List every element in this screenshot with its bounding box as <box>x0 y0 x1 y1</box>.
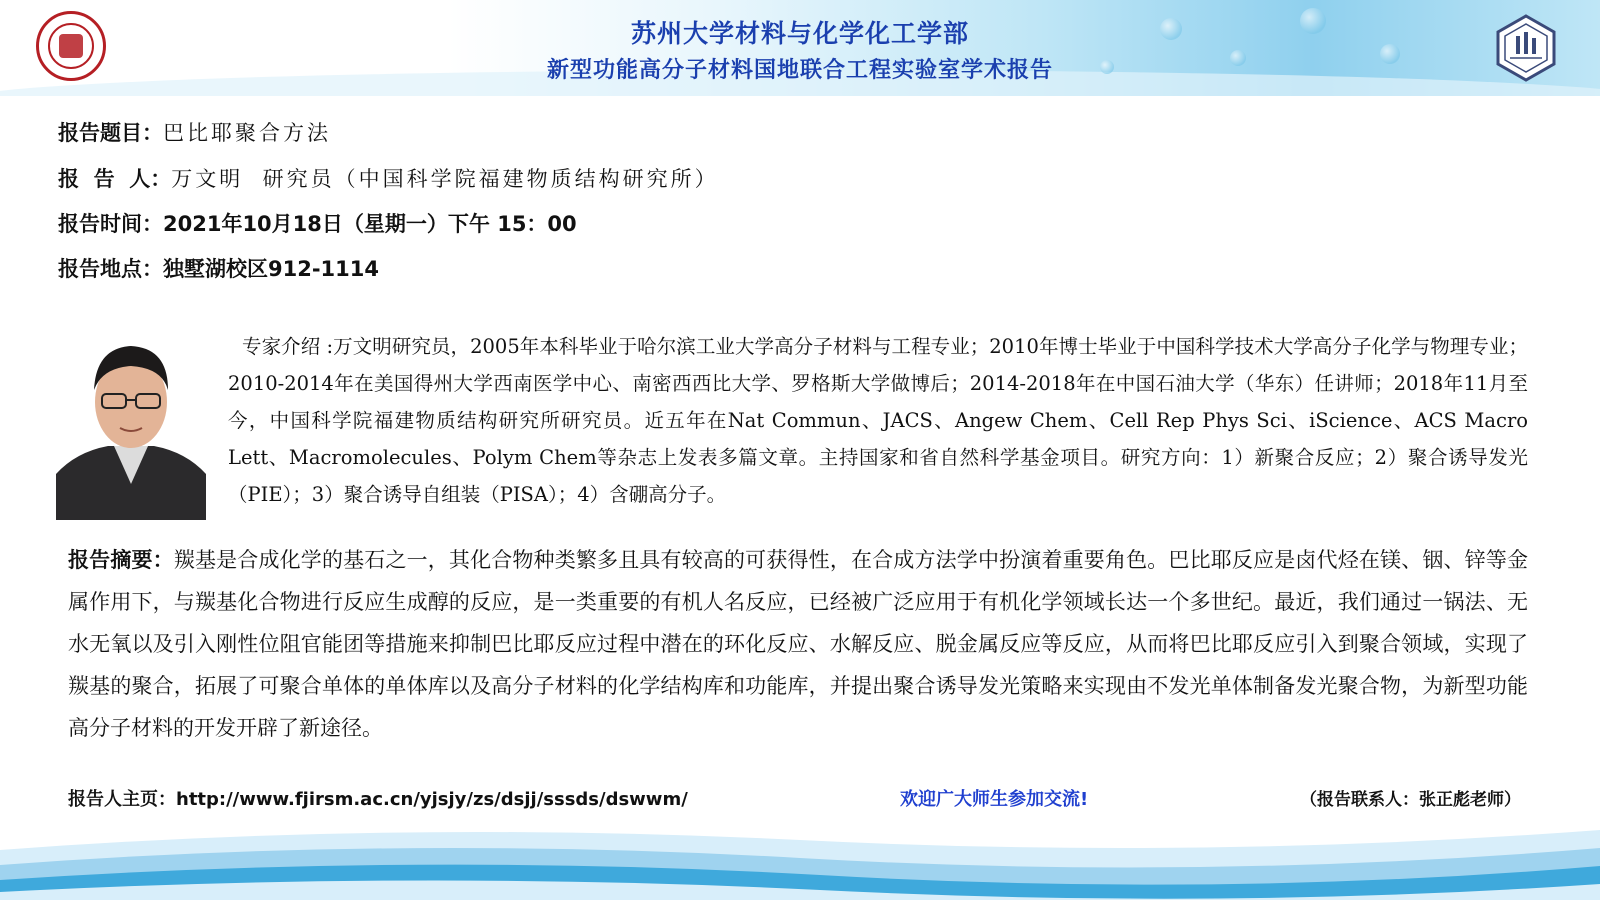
topic-value: 巴比耶聚合方法 <box>163 121 331 145</box>
speaker-row <box>58 164 719 194</box>
footer-wave <box>0 820 1600 900</box>
page-subtitle: 新型功能高分子材料国地联合工程实验室学术报告 <box>546 58 1053 83</box>
contact-text: （报告联系人：张正彪老师） <box>1300 790 1521 810</box>
abstract-label: 报告摘要： <box>68 548 174 572</box>
speaker-value: 万文明 研究员（中国科学院福建物质结构研究所） <box>171 167 719 191</box>
homepage-link[interactable]: http://www.fjirsm.ac.cn/yjsjy/zs/dsjj/sssds/dswwm/ <box>176 789 688 810</box>
location-value: 独墅湖校区912-1114 <box>163 257 379 281</box>
time-value: 2021年10月18日（星期一）下午 15：00 <box>163 212 577 236</box>
location-label: 报告地点： <box>58 257 163 281</box>
header-banner <box>0 0 1600 96</box>
laboratory-logo <box>1492 14 1560 82</box>
time-label: 报告时间： <box>58 212 163 236</box>
homepage-row <box>68 786 688 814</box>
speaker-bio: 专家介绍 :万文明研究员，2005年本科毕业于哈尔滨工业大学高分子材料与工程专业；2010年博士毕业于中国科学技术大学高分子化学与物理专业；2010-2014年在美国得州大学西南医学中心、南密西西比大学、罗格斯大学做博后；2014-2018年在中国石油大学（华东）任讲师；2018年11月至今，中国科学院福建物质结构研究所研究员。近五年在Nat Commun、JACS、Angew Chem、Cell Rep Phys Sci、iScience、ACS Macro Lett、Macromolecules、Polym Chem等杂志上发表多篇文章。主持国家和省自然科学基金项目。研究方向：1）新聚合反应；2）聚合诱导发光（PIE）；3）聚合诱导自组装（PISA）；4）含硼高分子。 <box>228 335 1528 506</box>
time-row <box>58 209 577 239</box>
topic-row <box>58 118 331 148</box>
location-row <box>58 254 379 284</box>
report-abstract <box>68 539 1528 749</box>
topic-label: 报告题目： <box>58 121 163 145</box>
page-title: 苏州大学材料与化学化工学部 <box>630 19 969 48</box>
homepage-label: 报告人主页： <box>68 789 176 810</box>
speaker-photo <box>56 324 206 520</box>
speaker-label: 报 告 人： <box>58 167 172 191</box>
welcome-text: 欢迎广大师生参加交流! <box>900 789 1089 810</box>
abstract-text: 羰基是合成化学的基石之一，其化合物种类繁多且具有较高的可获得性，在合成方法学中扮演着重要角色。巴比耶反应是卤代烃在镁、铟、锌等金属作用下，与羰基化合物进行反应生成醇的反应，是一类重要的有机人名反应，已经被广泛应用于有机化学领域长达一个多世纪。最近，我们通过一锅法、无水无氧以及引入刚性位阻官能团等措施来抑制巴比耶反应过程中潜在的环化反应、水解反应、脱金属反应等反应，从而将巴比耶反应引入到聚合领域，实现了羰基的聚合，拓展了可聚合单体的单体库以及高分子材料的化学结构库和功能库，并提出聚合诱导发光策略来实现由不发光单体制备发光聚合物，为新型功能高分子材料的开发开辟了新途径。 <box>68 548 1528 740</box>
